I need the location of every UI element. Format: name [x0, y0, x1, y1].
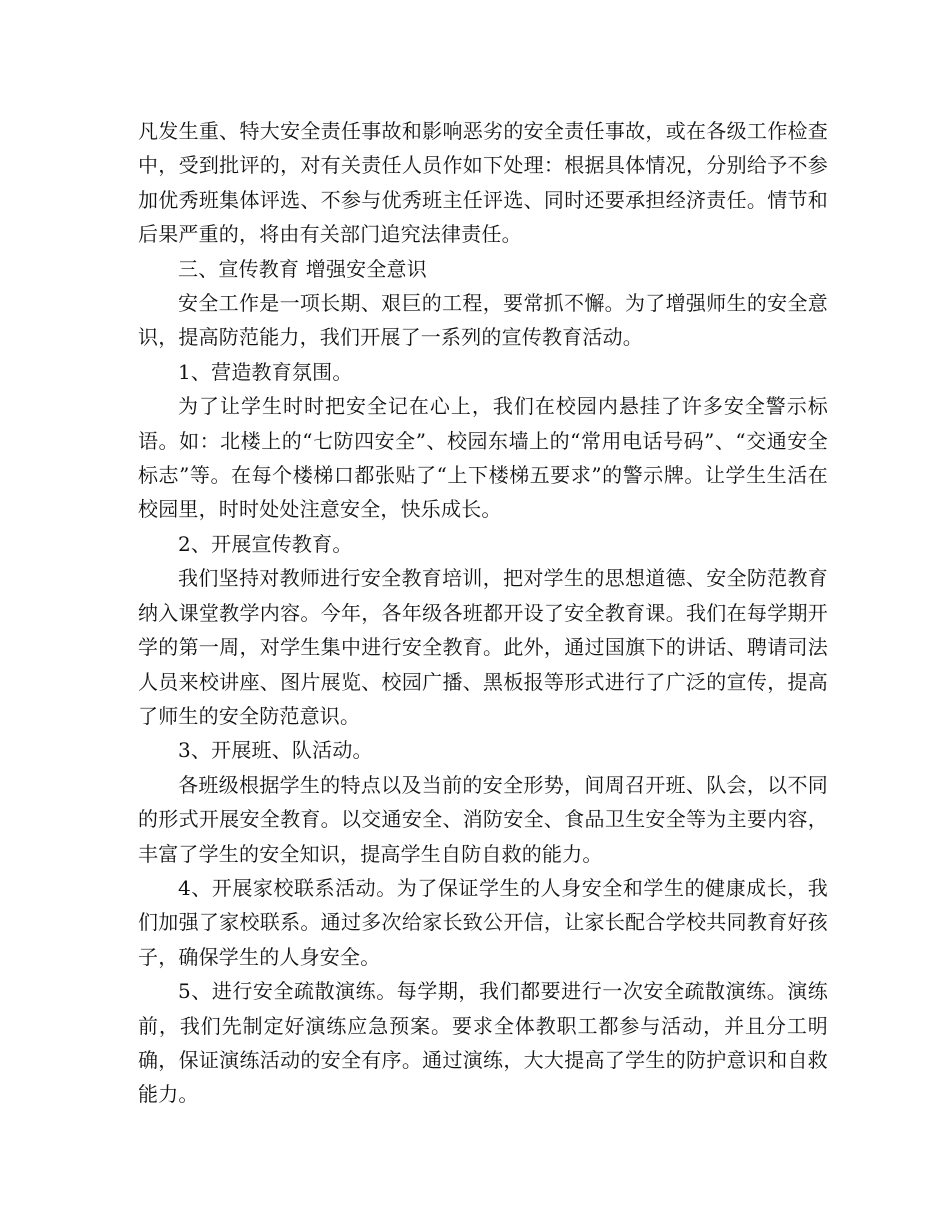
item-heading-2: 2、开展宣传教育。: [178, 531, 353, 556]
paragraph-1: 凡发生重、特大安全责任事故和影响恶劣的安全责任事故，或在各级工作检查中，受到批评的，对有关责任人员作如下处理：根据具体情况，分别给予不参加优秀班集体评选、不参与优秀班主任评选、同时还要承担经济责任。情节和后果严重的，将由有关部门追究法律责任。: [138, 119, 828, 247]
paragraph-intro: 安全工作是一项长期、艰巨的工程，要常抓不懈。为了增强师生的安全意识，提高防范能力，我们开展了一系列的宣传教育活动。: [138, 291, 828, 350]
paragraph-item-3: 各班级根据学生的特点以及当前的安全形势，间周召开班、队会，以不同的形式开展安全教育。以交通安全、消防安全、食品卫生安全等为主要内容，丰富了学生的安全知识，提高学生自防自救的能力。: [138, 772, 828, 866]
paragraph-item-4: 4、开展家校联系活动。为了保证学生的人身安全和学生的健康成长，我们加强了家校联系。通过多次给家长致公开信，让家长配合学校共同教育好孩子，确保学生的人身安全。: [138, 875, 828, 969]
paragraph-item-5: 5、进行安全疏散演练。每学期，我们都要进行一次安全疏散演练。演练前，我们先制定好演练应急预案。要求全体教职工都参与活动，并且分工明确，保证演练活动的安全有序。通过演练，大大提高了学生的防护意识和自救能力。: [138, 979, 828, 1107]
section-heading-3: 三、宣传教育 增强安全意识: [178, 256, 427, 281]
paragraph-item-1: 为了让学生时时把安全记在心上，我们在校园内悬挂了许多安全警示标语。如：北楼上的“七防四安全”、校园东墙上的“常用电话号码”、“交通安全标志”等。在每个楼梯口都张贴了“上下楼梯五要求”的警示牌。让学生生活在校园里，时时处处注意安全，快乐成长。: [138, 394, 828, 522]
document-body: [138, 114, 828, 1112]
item-heading-3: 3、开展班、队活动。: [178, 738, 373, 763]
item-heading-1: 1、营造教育氛围。: [178, 359, 353, 384]
paragraph-item-2: 我们坚持对教师进行安全教育培训，把对学生的思想道德、安全防范教育纳入课堂教学内容。今年，各年级各班都开设了安全教育课。我们在每学期开学的第一周，对学生集中进行安全教育。此外，通过国旗下的讲话、聘请司法人员来校讲座、图片展览、校园广播、黑板报等形式进行了广泛的宣传，提高了师生的安全防范意识。: [138, 566, 828, 728]
